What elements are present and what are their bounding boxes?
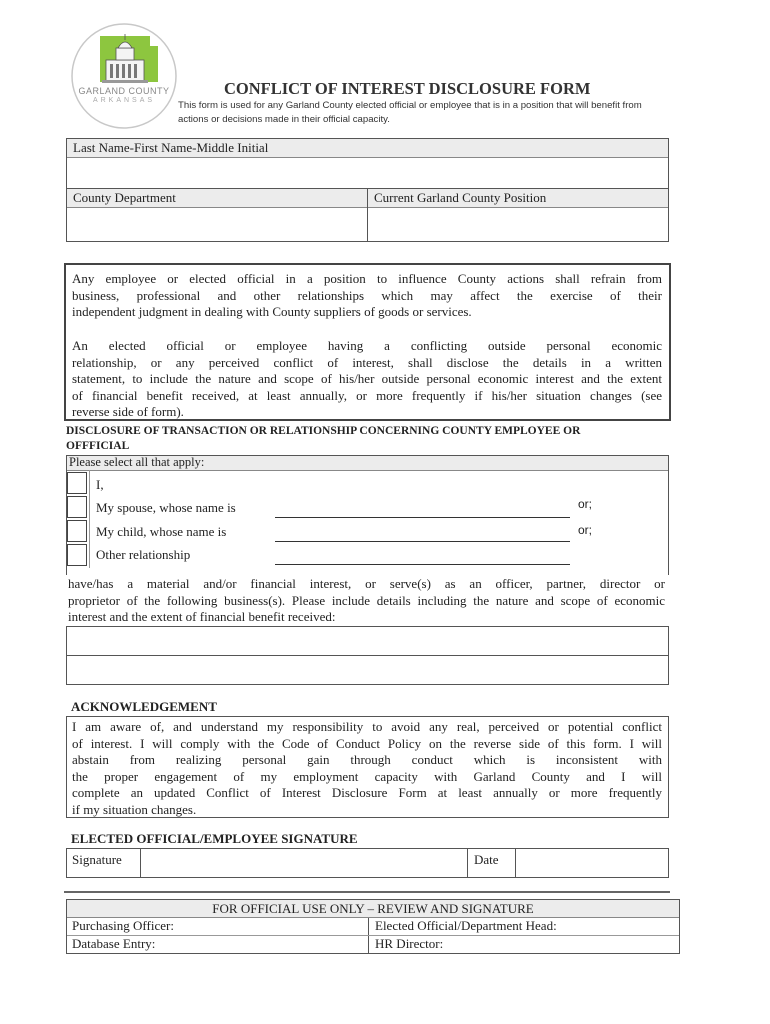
option-spouse-label: My spouse, whose name is (96, 500, 236, 515)
option-other-label: Other relationship (96, 547, 191, 562)
position-input[interactable] (368, 208, 668, 241)
purchasing-officer-label: Purchasing Officer: (72, 918, 174, 933)
name-label-row (67, 139, 668, 158)
hr-director-label: HR Director: (375, 936, 444, 951)
checkbox-spouse[interactable] (67, 496, 87, 518)
select-label-row (67, 456, 668, 471)
or-text-spouse: or; (578, 497, 593, 511)
date-divider (467, 848, 468, 878)
courthouse-seal-graphic (66, 22, 182, 130)
elected-head-label: Elected Official/Department Head: (375, 918, 557, 933)
form-title: CONFLICT OF INTEREST DISCLOSURE FORM (224, 79, 591, 98)
date-input[interactable] (516, 849, 668, 877)
name-input[interactable] (67, 158, 668, 189)
county-logo (66, 22, 182, 130)
acknowledgement-heading: ACKNOWLEDGEMENT (71, 699, 217, 714)
signature-input[interactable] (141, 849, 466, 877)
signature-label: Signature (72, 852, 122, 867)
official-use-heading: FOR OFFICIAL USE ONLY – REVIEW AND SIGNATURE (212, 901, 534, 916)
dept-input[interactable] (67, 208, 367, 241)
official-use-row-divider (67, 935, 679, 936)
acknowledgement-text: I am aware of, and understand my responsibility to avoid any real, perceived or potential conflict of interest. I will comply with the Code of Conduct Policy on the reverse side of this form. I will abstain from realizing personal gain through conduct which is inconsistent with the proper engagement of my employment capacity with Garland County and I will complete an updated Conflict of Interest Disclosure Form at least annually or more frequently if my situation changes. (72, 719, 662, 817)
spouse-name-field[interactable] (275, 517, 570, 518)
form-subtitle-line1: This form is used for any Garland County elected official or employee that is in a position that will benefit from (178, 100, 642, 111)
position-label: Current Garland County Position (374, 190, 547, 205)
database-entry-label: Database Entry: (72, 936, 156, 951)
logo-state-name: ARKANSAS (92, 97, 156, 104)
dept-label: County Department (73, 190, 176, 205)
business-details-input-2[interactable] (67, 656, 668, 684)
form-subtitle-line2: actions or decisions made in their official capacity. (178, 114, 390, 125)
disclosure-heading: DISCLOSURE OF TRANSACTION OR RELATIONSHIP CONCERNING COUNTY EMPLOYEE OR OFFFICIAL (66, 425, 581, 452)
official-use-divider (368, 918, 369, 954)
employee-info-table (66, 138, 669, 242)
option-self-label: I, (96, 477, 104, 492)
name-label: Last Name-First Name-Middle Initial (73, 140, 269, 155)
option-child-label: My child, whose name is (96, 524, 227, 539)
section-separator (64, 891, 670, 893)
business-details-input-1[interactable] (67, 627, 668, 656)
child-name-field[interactable] (275, 541, 570, 542)
disclosure-statement: have/has a material and/or financial interest, or serve(s) as an officer, partner, director or proprietor of the following business(s). Please include details including the nature and scope of economic interest and the extent of financial benefit received: (68, 576, 665, 624)
checkbox-other[interactable] (67, 544, 87, 566)
policy-paragraph-2: An elected official or employee having a conflicting outside personal economic relationship, or any perceived conflict of interest, shall disclose the details in a written statement, to include the nature and scope of his/her outside personal economic interest and the extent of financial benefit received, at least annually, or more frequently if his/her situation changes (see reverse side of form). (72, 338, 662, 419)
date-label: Date (474, 852, 499, 867)
checkbox-column-divider (89, 470, 90, 568)
select-label: Please select all that apply: (69, 455, 205, 469)
signature-heading: ELECTED OFFICIAL/EMPLOYEE SIGNATURE (71, 831, 358, 846)
other-relationship-field[interactable] (275, 564, 570, 565)
official-use-header-row (67, 900, 679, 918)
checkbox-child[interactable] (67, 520, 87, 542)
or-text-child: or; (578, 523, 593, 537)
checkbox-self[interactable] (67, 472, 87, 494)
logo-county-name: GARLAND COUNTY (78, 86, 170, 96)
policy-paragraph-1: Any employee or elected official in a position to influence County actions shall refrain from business, professional and other relationships which may affect the exercise of their independent judgment in dealing with County suppliers of goods or services. (72, 271, 662, 319)
